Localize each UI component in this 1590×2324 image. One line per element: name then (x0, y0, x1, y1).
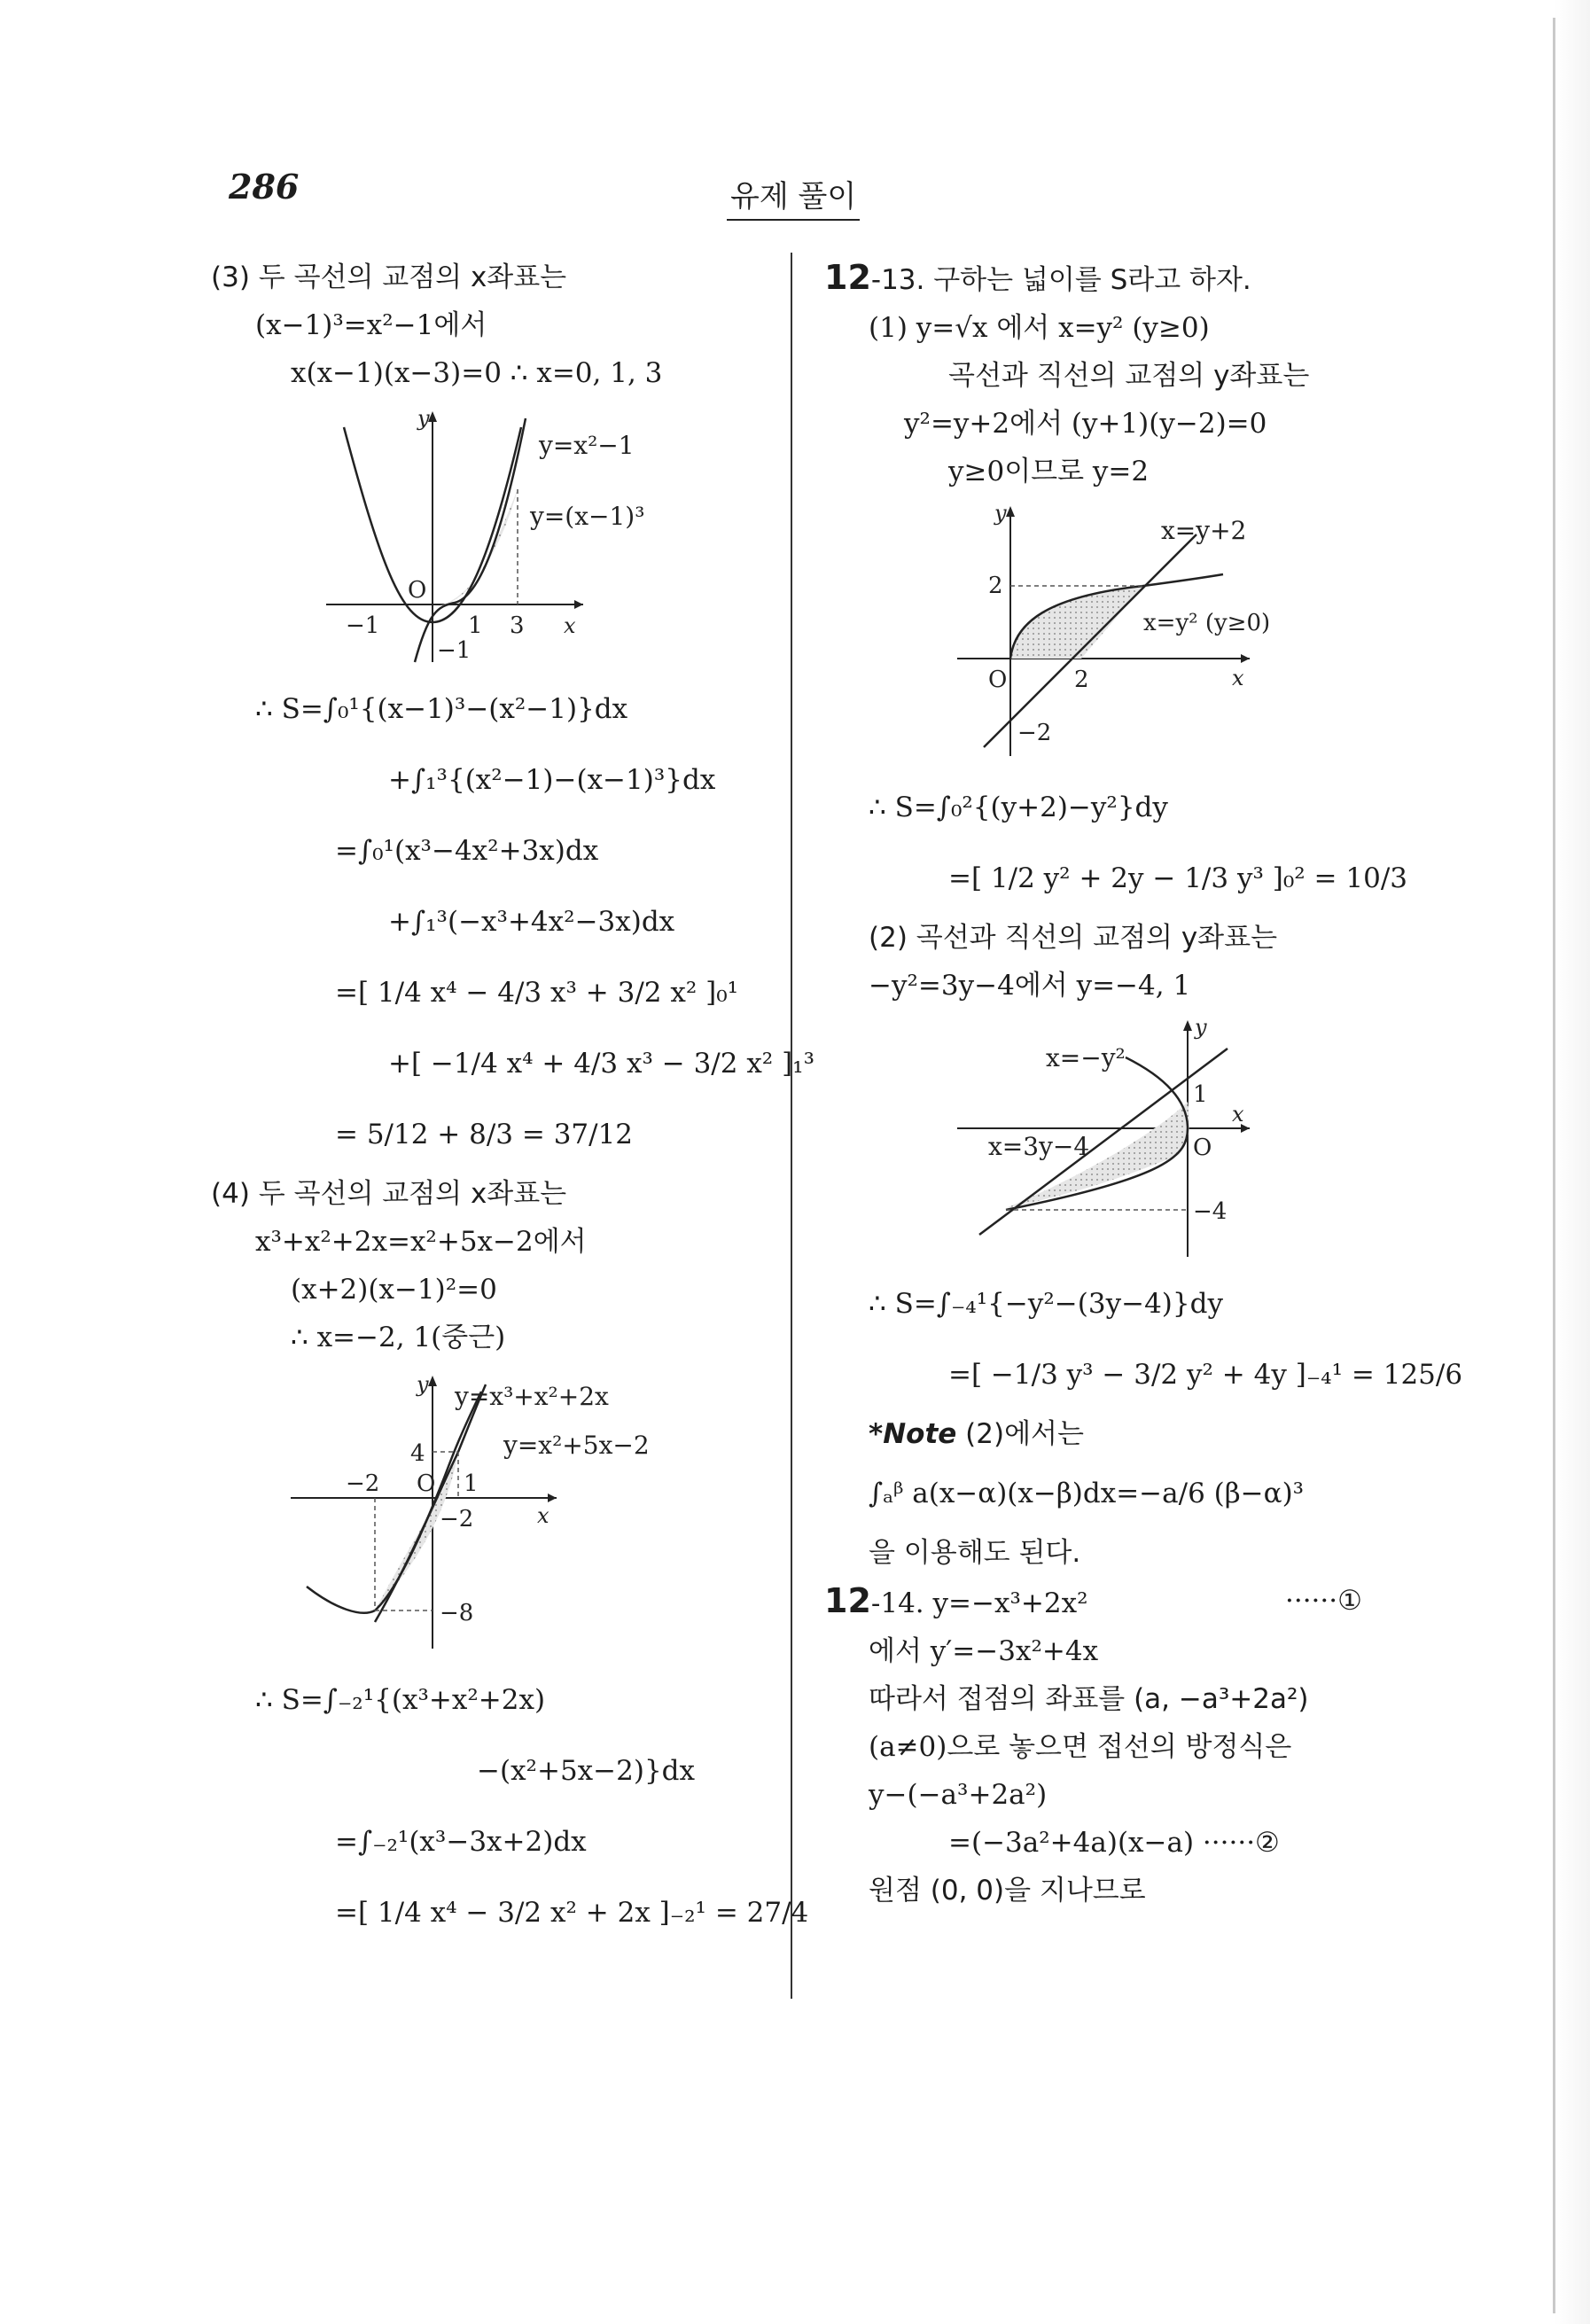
text-line: (x−1)³=x²−1에서 (255, 309, 487, 341)
formula-line: ∴ S=∫₋₂¹{(x³+x²+2x) (255, 1684, 546, 1716)
formula-line: +[ −1/4 x⁴ + 4/3 x³ − 3/2 x² ]₁³ (388, 1048, 815, 1080)
text-line: y−(−a³+2a²) (869, 1779, 1048, 1811)
tick-label: 2 (988, 573, 1003, 599)
note-label: *Note (869, 1418, 957, 1450)
curve-label: x=y² (y≥0) (1143, 610, 1271, 636)
figure-cubic-parabola (211, 1365, 760, 1657)
text-line: −y²=3y−4에서 y=−4, 1 (869, 970, 1191, 1002)
tick-label: 2 (1074, 667, 1089, 693)
text-line: y²=y+2에서 (y+1)(y−2)=0 (904, 408, 1267, 440)
text-line: (2) 곡선과 직선의 교점의 y좌표는 (869, 922, 1278, 954)
problem-heading-12-13: 12-13. 구하는 넓이를 S라고 하자. (824, 258, 1251, 297)
text-line: 곡선과 직선의 교점의 y좌표는 (948, 360, 1310, 392)
tick-label: −8 (440, 1600, 474, 1626)
text-line: x³+x²+2x=x²+5x−2에서 (255, 1226, 587, 1258)
note-line: *Note (2)에서는 (869, 1418, 1084, 1450)
tick-label: −2 (440, 1506, 474, 1532)
figure-parabola-line-y (824, 1013, 1427, 1261)
origin-label: O (1193, 1135, 1212, 1161)
figure-sqrt-line (824, 499, 1427, 765)
text-line: 원점 (0, 0)을 지나므로 (869, 1875, 1146, 1907)
axis-label: y (417, 1372, 429, 1397)
tick-label: −2 (346, 1470, 380, 1497)
axis-label: y (1195, 1015, 1207, 1040)
axis-label: y (994, 501, 1007, 526)
formula-line: ∴ S=∫₋₄¹{−y²−(3y−4)}dy (869, 1288, 1223, 1320)
problem-number: 12 (824, 1581, 871, 1620)
curve-label: y=x³+x²+2x (455, 1382, 609, 1411)
right-column (824, 253, 1463, 1915)
text-line: (x+2)(x−1)²=0 (291, 1274, 497, 1306)
origin-label: O (417, 1470, 436, 1497)
tick-label: 1 (1193, 1081, 1208, 1108)
axis-label: y (417, 406, 430, 431)
text-line: (4) 두 곡선의 교점의 x좌표는 (211, 1178, 567, 1210)
formula-line: ∫ₐᵝ a(x−α)(x−β)dx=−a/6 (β−α)³ (869, 1478, 1305, 1509)
text-line: 을 이용해도 된다. (869, 1537, 1081, 1569)
tick-label: −2 (1017, 720, 1052, 746)
problem-heading-12-14: 12-14. y=−x³+2x² ······① (824, 1577, 1445, 1627)
tick-label: 1 (468, 612, 483, 639)
text-line: (1) y=√x 에서 x=y² (y≥0) (869, 312, 1210, 344)
formula-line: =[ −1/3 y³ − 3/2 y² + 4y ]₋₄¹ = 125/6 (948, 1359, 1463, 1391)
axis-label: x (537, 1503, 549, 1528)
problem-number: 12 (824, 258, 871, 297)
formula-line: −(x²+5x−2)}dx (477, 1755, 696, 1787)
text-line: (a≠0)으로 놓으면 접선의 방정식은 (869, 1731, 1292, 1763)
tick-label: 4 (410, 1440, 425, 1467)
text-line: 따라서 접점의 좌표를 (a, −a³+2a²) (869, 1683, 1309, 1715)
text-line: (3) 두 곡선의 교점의 x좌표는 (211, 261, 567, 293)
page-shadow (1555, 0, 1590, 2324)
formula-line: ∴ S=∫₀²{(y+2)−y²}dy (869, 792, 1168, 823)
text-line: x(x−1)(x−3)=0 ∴ x=0, 1, 3 (291, 357, 663, 389)
tick-label: 1 (464, 1470, 479, 1497)
tick-label: −1 (437, 637, 472, 664)
origin-label: O (988, 667, 1008, 693)
curve-label: x=−y² (1046, 1043, 1126, 1072)
text-line: ∴ x=−2, 1(중근) (291, 1322, 506, 1353)
left-column (211, 253, 815, 1948)
running-head: 유제 풀이 (727, 172, 860, 221)
figure-parabola-cubic (211, 401, 760, 667)
axis-label: x (1232, 1102, 1244, 1127)
curve-label: y=(x−1)³ (530, 502, 645, 531)
page-edge-line (1553, 18, 1555, 2313)
equation-marker: ······① (1285, 1585, 1362, 1617)
tick-label: −4 (1193, 1198, 1228, 1225)
formula-line: =[ 1/2 y² + 2y − 1/3 y³ ]₀² = 10/3 (948, 862, 1407, 894)
formula-line: ∴ S=∫₀¹{(x−1)³−(x²−1)}dx (255, 693, 628, 725)
axis-label: x (1232, 666, 1244, 690)
formula-line: +∫₁³{(x²−1)−(x−1)³}dx (388, 764, 716, 796)
column-divider (791, 253, 792, 1999)
page-number: 286 (229, 167, 300, 207)
curve-label: y=x²−1 (539, 431, 635, 460)
formula-line: =[ 1/4 x⁴ − 4/3 x³ + 3/2 x² ]₀¹ (335, 977, 739, 1009)
tick-label: −1 (346, 612, 380, 639)
formula-line: =∫₀¹(x³−4x²+3x)dx (335, 835, 599, 867)
formula-line: +∫₁³(−x³+4x²−3x)dx (388, 906, 675, 938)
line-label: x=3y−4 (988, 1132, 1090, 1161)
text-line: =(−3a²+4a)(x−a) ······② (948, 1827, 1280, 1859)
formula-line: = 5/12 + 8/3 = 37/12 (335, 1119, 634, 1150)
tick-label: 3 (510, 612, 525, 639)
curve-label: y=x²+5x−2 (503, 1431, 650, 1460)
text-line: y≥0이므로 y=2 (948, 456, 1150, 487)
formula-line: =∫₋₂¹(x³−3x+2)dx (335, 1826, 587, 1858)
text-line: 에서 y′=−3x²+4x (869, 1635, 1099, 1667)
line-label: x=y+2 (1161, 516, 1247, 545)
origin-label: O (408, 577, 427, 604)
axis-label: x (564, 613, 576, 638)
formula-line: =[ 1/4 x⁴ − 3/2 x² + 2x ]₋₂¹ = 27/4 (335, 1897, 809, 1929)
